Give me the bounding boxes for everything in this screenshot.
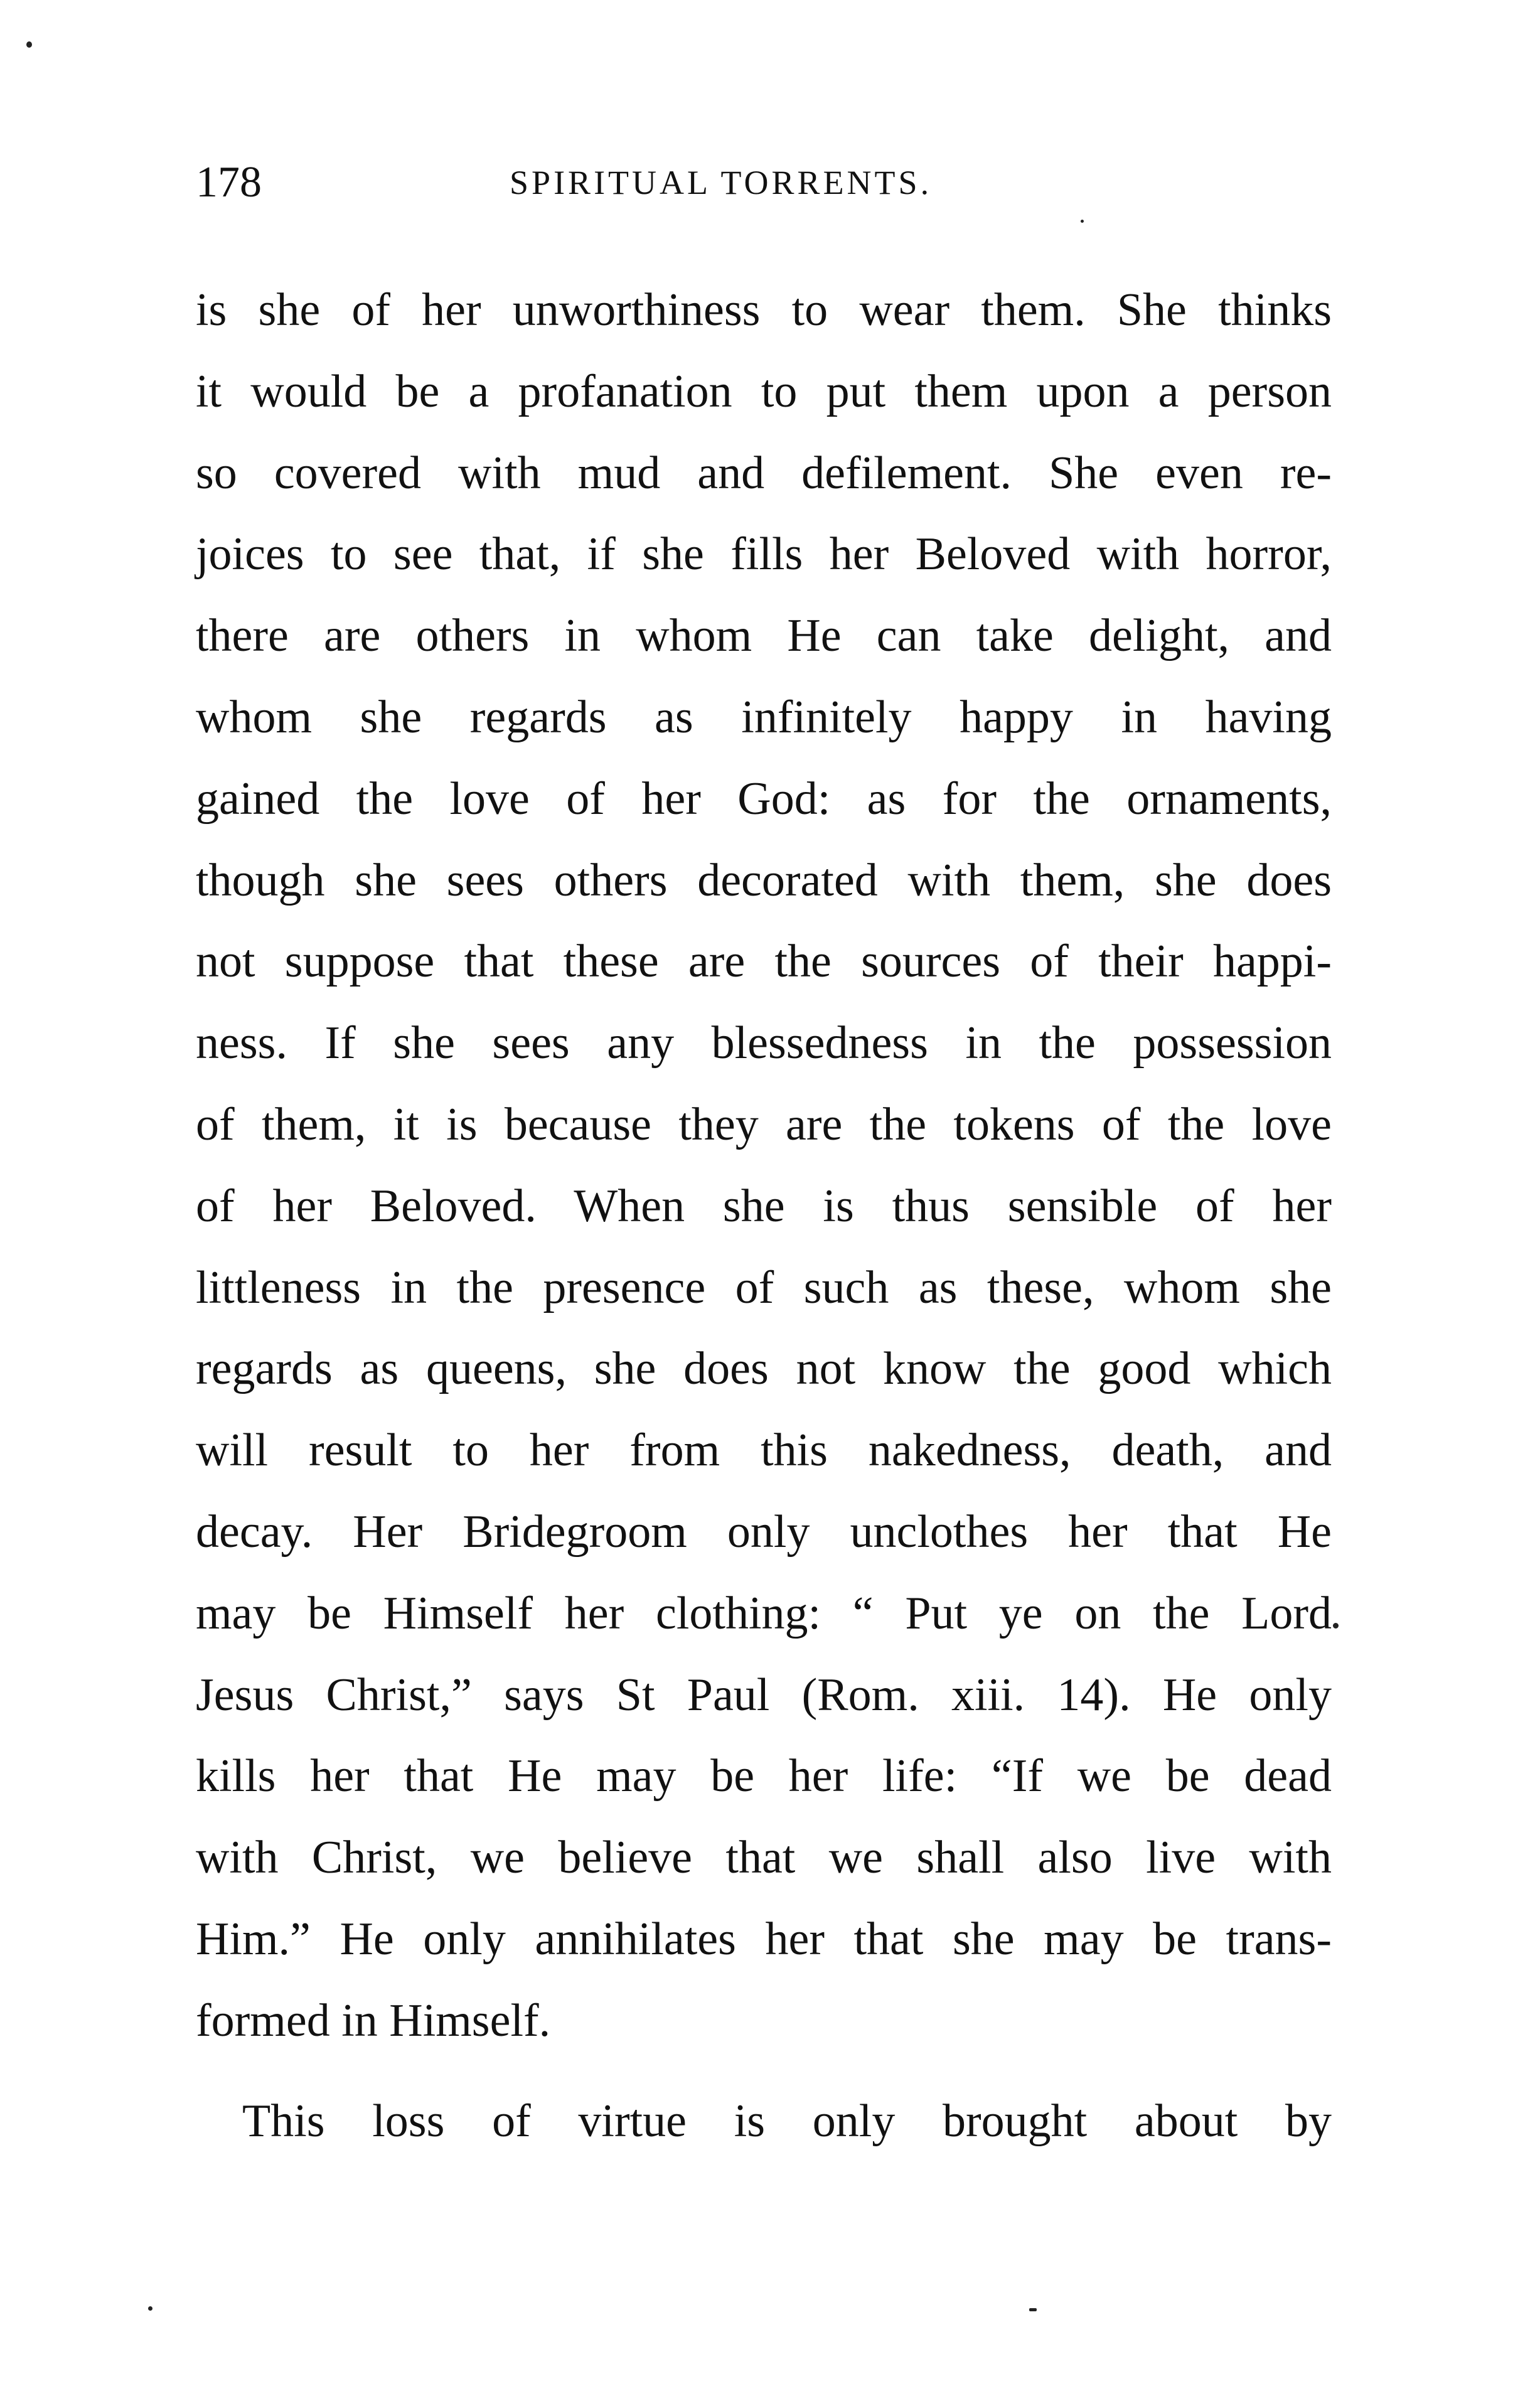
text-line: joices to see that, if she fills her Beloved with horror, [196, 528, 1332, 580]
text-line: there are others in whom He can take delight, and [196, 610, 1332, 662]
text-line: though she sees others decorated with them, she does [196, 854, 1332, 906]
text-line: Him.” He only annihilates her that she may be trans- [196, 1913, 1332, 1965]
text-line: it would be a profanation to put them upon a person [196, 365, 1332, 417]
scan-speck [1029, 2308, 1037, 2311]
text-line: regards as queens, she does not know the good which [196, 1343, 1332, 1395]
paragraph-gap [196, 2062, 1332, 2081]
text-line: of her Beloved. When she is thus sensible of her [196, 1180, 1332, 1232]
text-line: not suppose that these are the sources of their happi- [196, 936, 1332, 988]
paragraph-1 [196, 270, 1332, 2062]
text-line: Jesus Christ,” says St Paul (Rom. xiii. 14). He only [196, 1669, 1332, 1721]
running-title: SPIRITUAL TORRENTS. [510, 164, 933, 201]
text-line: so covered with mud and defilement. She even re- [196, 447, 1332, 499]
text-line: formed in Himself. [196, 1994, 551, 2046]
text-line: will result to her from this nakedness, death, and [196, 1425, 1332, 1477]
text-line: ness. If she sees any blessedness in the possession [196, 1017, 1332, 1069]
text-line: whom she regards as infinitely happy in having [196, 691, 1332, 743]
scan-speck [1333, 1623, 1339, 1629]
scan-speck [26, 41, 32, 48]
scan-speck [1081, 220, 1084, 223]
running-head [196, 154, 1332, 211]
paragraph-2 [196, 2081, 1332, 2163]
text-line: is she of her unworthiness to wear them. She thinks [196, 284, 1332, 336]
text-line: littleness in the presence of such as these, whom she [196, 1261, 1332, 1313]
page-number: 178 [196, 158, 262, 206]
scan-speck [148, 2306, 152, 2311]
text-line: of them, it is because they are the tokens of the love [196, 1098, 1332, 1150]
text-line: gained the love of her God: as for the ornaments, [196, 773, 1332, 825]
body-text [196, 270, 1332, 2162]
text-line: decay. Her Bridegroom only unclothes her that He [196, 1506, 1332, 1558]
text-line: kills her that He may be her life: “If we be dead [196, 1750, 1332, 1802]
text-line: with Christ, we believe that we shall also live with [196, 1832, 1332, 1884]
text-line: This loss of virtue is only brought about by [242, 2095, 1332, 2147]
text-line: may be Himself her clothing: “ Put ye on the Lord [196, 1587, 1332, 1639]
